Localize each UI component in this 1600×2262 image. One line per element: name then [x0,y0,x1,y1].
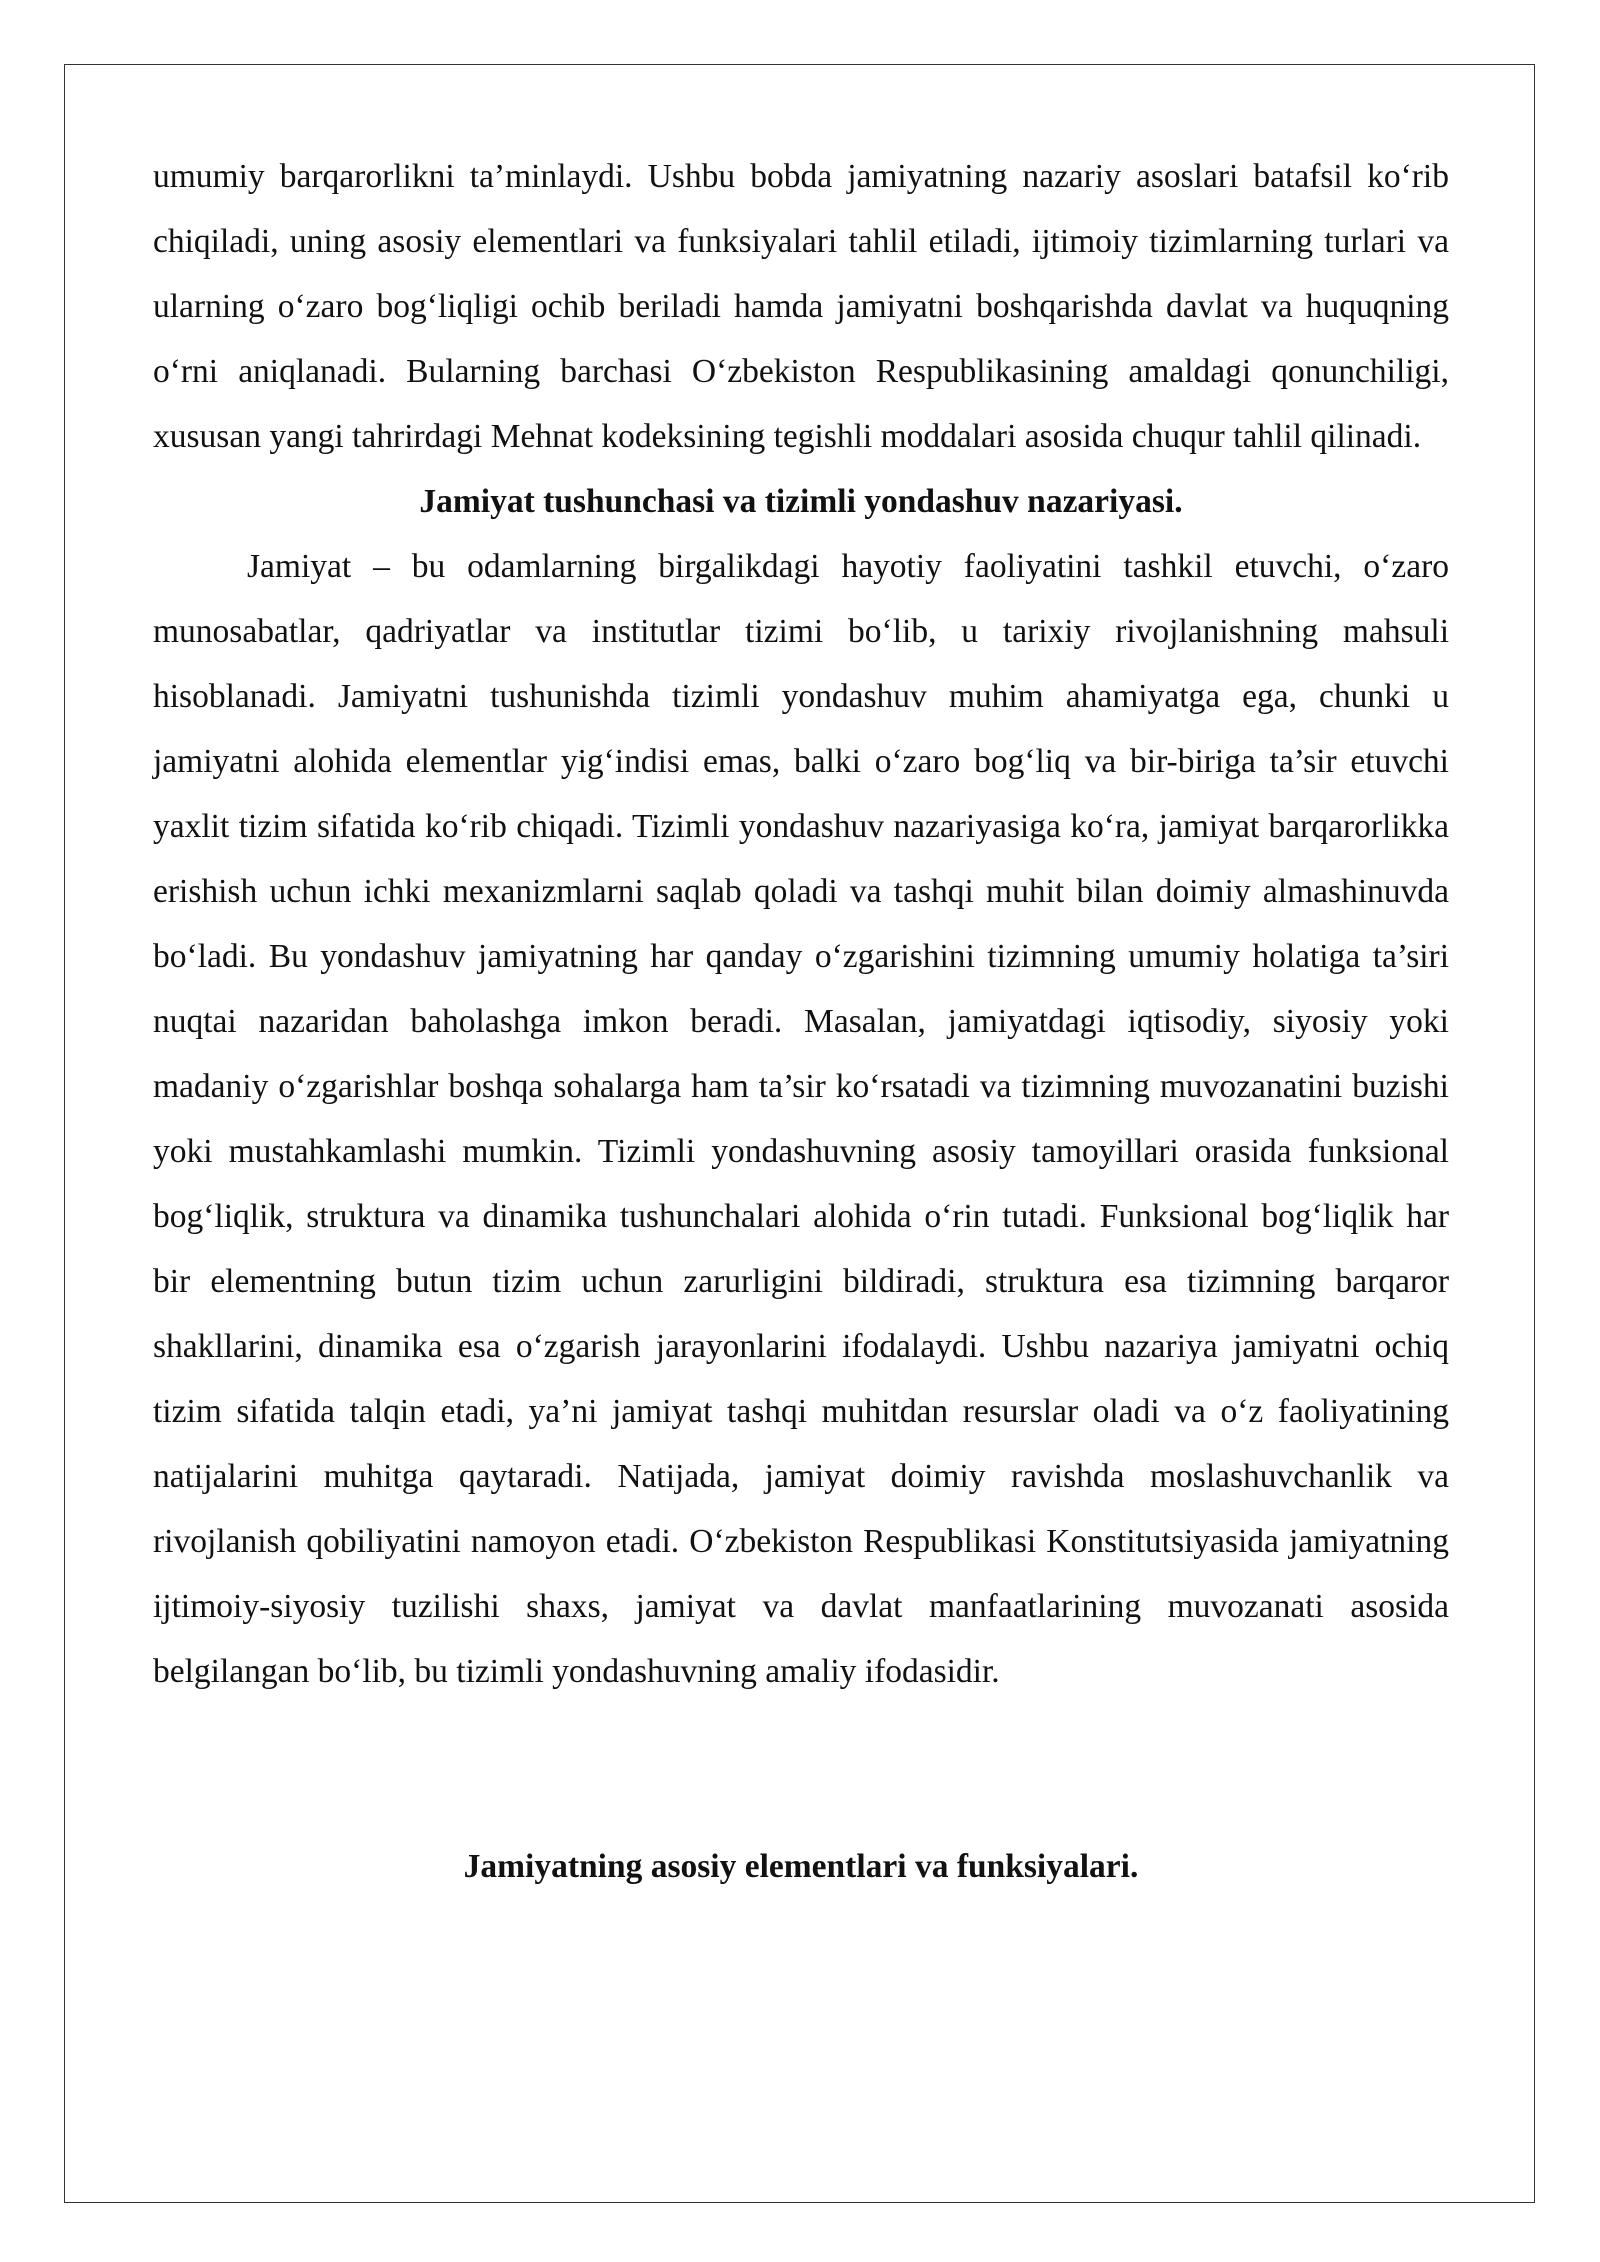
document-body [153,144,1449,1899]
section-heading: Jamiyatning asosiy elementlari va funksiyalari. [463,1848,1139,1885]
section-heading: Jamiyat tushunchasi va tizimli yondashuv nazariyasi. [419,483,1183,520]
body-paragraph: Jamiyat – bu odamlarning birgalikdagi hayotiy faoliyatini tashkil etuvchi, o‘zaro munosabatlar, qadriyatlar va institutlar tizimi bo‘lib, u tarixiy rivojlanishning mahsuli hisoblanadi. Jamiyatni tushunishda tizimli yondashuv muhim ahamiyatga ega, chunki u jamiyatni alohida elementlar yig‘indisi emas, balki o‘zaro bog‘liq va bir-biriga ta’sir etuvchi yaxlit tizim sifatida ko‘rib chiqadi. Tizimli yondashuv nazariyasiga ko‘ra, jamiyat barqarorlikka erishish uchun ichki mexanizmlarni saqlab qoladi va tashqi muhit bilan doimiy almashinuvda bo‘ladi. Bu yondashuv jamiyatning har qanday o‘zgarishini tizimning umumiy holatiga ta’siri nuqtai nazaridan baholashga imkon beradi. Masalan, jamiyatdagi iqtisodiy, siyosiy yoki madaniy o‘zgarishlar boshqa sohalarga ham ta’sir ko‘rsatadi va tizimning muvozanatini buzishi yoki mustahkamlashi mumkin. Tizimli yondashuvning asosiy tamoyillari orasida funksional bog‘liqlik, struktura va dinamika tushunchalari alohida o‘rin tutadi. Funksional bog‘liqlik har bir elementning butun tizim uchun zarurligini bildiradi, struktura esa tizimning barqaror shakllarini, dinamika esa o‘zgarish jarayonlarini ifodalaydi. Ushbu nazariya jamiyatni ochiq tizim sifatida talqin etadi, ya’ni jamiyat tashqi muhitdan resurslar oladi va o‘z faoliyatining natijalarini muhitga qaytaradi. Natijada, jamiyat doimiy ravishda moslashuvchanlik va rivojlanish qobiliyatini namoyon etadi. O‘zbekiston Respublikasi Konstitutsiyasida jamiyatning ijtimoiy-siyosiy tuzilishi shaxs, jamiyat va davlat manfaatlarining muvozanati asosida belgilangan bo‘lib, bu tizimli yondashuvning amaliy ifodasidir. [153,548,1449,1690]
vertical-spacer [153,1704,1449,1834]
body-paragraph: umumiy barqarorlikni ta’minlaydi. Ushbu bobda jamiyatning nazariy asoslari batafsil ko‘rib chiqiladi, uning asosiy elementlari va funksiyalari tahlil etiladi, ijtimoiy tizimlarning turlari va ularning o‘zaro bog‘liqligi ochib beriladi hamda jamiyatni boshqarishda davlat va huquqning o‘rni aniqlanadi. Bularning barchasi O‘zbekiston Respublikasining amaldagi qonunchiligi, xususan yangi tahrirdagi Mehnat kodeksining tegishli moddalari asosida chuqur tahlil qilinadi. [153,158,1449,455]
